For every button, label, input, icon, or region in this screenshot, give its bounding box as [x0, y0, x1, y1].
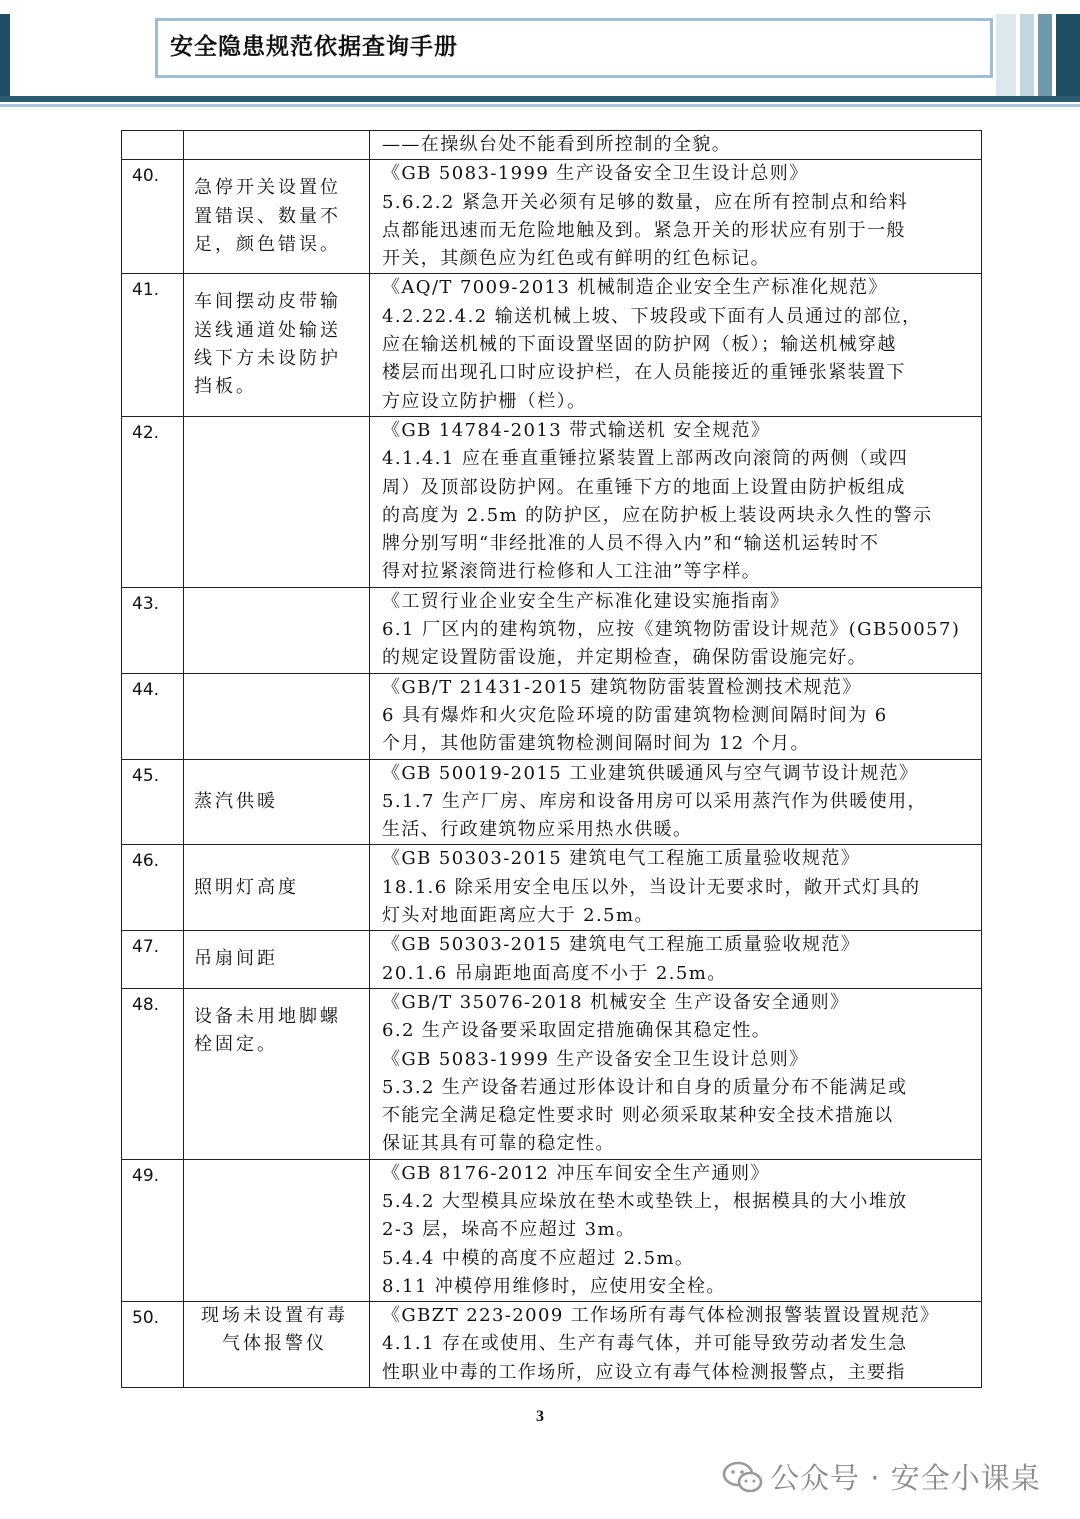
reference-line: 牌分别写明“非经批准的人员不得入内”和“输送机运转时不 — [382, 533, 880, 555]
reference-line: 《GB/T 21431-2015 建筑物防雷装置检测技术规范》 — [382, 676, 862, 698]
reference-line: 4.1.4.1 应在垂直重锤拉紧装置上部两改向滚筒的两侧（或四 — [382, 448, 909, 470]
header-rule-light — [0, 104, 1080, 107]
reference-line: 6.1 厂区内的建构筑物，应按《建筑物防雷设计规范》(GB50057) — [382, 619, 961, 641]
reference-line: 性职业中毒的工作场所，应设立有毒气体检测报警点，主要指 — [382, 1361, 906, 1383]
item-number: 42. — [122, 416, 184, 587]
reference-line: 《GB 14784-2013 带式输送机 安全规范》 — [382, 419, 771, 441]
item-number: 44. — [122, 673, 184, 759]
reference-line: 《GB/T 35076-2018 机械安全 生产设备安全通则》 — [382, 991, 850, 1013]
hazard-description — [184, 274, 370, 416]
watermark-text: 公众号 · 安全小课桌 — [770, 1461, 1041, 1495]
hazard-line: 气体报警仪 — [222, 1333, 327, 1355]
table-row — [122, 416, 982, 587]
reference-line: 6.2 生产设备要采取固定措施确保其稳定性。 — [382, 1020, 772, 1042]
hazard-line: 吊扇间距 — [194, 948, 278, 970]
regulation-table-body — [122, 131, 982, 1388]
reference-line: ——在操纵台处不能看到所控制的全貌。 — [382, 134, 732, 155]
hazard-line: 足，颜色错误。 — [194, 233, 341, 255]
regulation-table — [121, 130, 982, 1388]
table-row — [122, 160, 982, 274]
reference-line: 6 具有爆炸和火灾危险环境的防雷建筑物检测间隔时间为 6 — [382, 704, 888, 726]
item-number: 43. — [122, 587, 184, 673]
hazard-line: 线下方未设防护 — [194, 348, 341, 370]
hazard-description — [184, 845, 370, 931]
reference-line: 5.3.2 生产设备若通过形体设计和自身的质量分布不能满足或 — [382, 1076, 908, 1098]
reference-line: 《AQ/T 7009-2013 机械制造企业安全生产标准化规范》 — [382, 277, 888, 299]
reference-line: 5.4.4 中模的高度不应超过 2.5m。 — [382, 1247, 695, 1269]
table-row — [122, 845, 982, 931]
item-number: 49. — [122, 1159, 184, 1301]
regulation-reference — [370, 274, 982, 416]
reference-line: 4.1.1 存在或使用、生产有毒气体，并可能导致劳动者发生急 — [382, 1333, 908, 1355]
watermark — [722, 1456, 1041, 1497]
regulation-reference — [370, 673, 982, 759]
regulation-reference — [370, 416, 982, 587]
reference-line: 《GB 5083-1999 生产设备安全卫生设计总则》 — [382, 163, 809, 185]
regulation-reference — [370, 988, 982, 1159]
item-number: 46. — [122, 845, 184, 931]
hazard-description — [184, 759, 370, 845]
reference-line: 生活、行政建筑物应采用热水供暖。 — [382, 819, 693, 841]
document-title: 安全隐患规范依据查询手册 — [170, 34, 458, 60]
regulation-reference — [370, 587, 982, 673]
reference-line: 4.2.22.4.2 输送机械上坡、下坡段或下面有人员通过的部位， — [382, 305, 922, 327]
regulation-reference — [370, 931, 982, 989]
table-row — [122, 274, 982, 416]
hazard-line: 送线通道处输送 — [194, 319, 341, 341]
reference-line: 8.11 冲模停用维修时，应使用安全栓。 — [382, 1275, 726, 1297]
table-row — [122, 759, 982, 845]
reference-line: 2-3 层，垛高不应超过 3m。 — [382, 1219, 636, 1241]
regulation-reference — [370, 845, 982, 931]
item-number: 48. — [122, 988, 184, 1159]
hazard-description — [184, 1302, 370, 1388]
reference-line: 《GB 50303-2015 建筑电气工程施工质量验收规范》 — [382, 934, 861, 956]
reference-line: 周）及顶部设防护网。在重锤下方的地面上设置由防护板组成 — [382, 476, 906, 498]
reference-line: 的高度为 2.5m 的防护区，应在防护板上装设两块永久性的警示 — [382, 504, 933, 526]
table-row — [122, 673, 982, 759]
hazard-description — [184, 1159, 370, 1301]
hazard-line: 车间摆动皮带输 — [194, 291, 341, 313]
reference-line: 《GB 5083-1999 生产设备安全卫生设计总则》 — [382, 1048, 809, 1070]
reference-line: 点都能迅速而无危险地触及到。紧急开关的形状应有别于一般 — [382, 219, 906, 241]
reference-line: 《GB 8176-2012 冲压车间安全生产通则》 — [382, 1162, 770, 1184]
header-rule — [0, 96, 1080, 102]
hazard-line: 置错误、数量不 — [194, 205, 341, 227]
reference-line: 《工贸行业企业安全生产标准化建设实施指南》 — [382, 590, 790, 612]
regulation-reference — [370, 131, 982, 160]
reference-line: 应在输送机械的下面设置坚固的防护网（板）；输送机械穿越 — [382, 334, 897, 356]
header-accent-left — [0, 14, 10, 100]
item-number: 40. — [122, 160, 184, 274]
regulation-reference — [370, 1159, 982, 1301]
table-row — [122, 988, 982, 1159]
reference-line: 的规定设置防雷设施，并定期检查，确保防雷设施完好。 — [382, 647, 867, 669]
hazard-line: 照明灯高度 — [194, 876, 299, 898]
regulation-reference — [370, 1302, 982, 1388]
hazard-line: 急停开关设置位 — [194, 177, 341, 199]
reference-line: 5.4.2 大型模具应垛放在垫木或垫铁上，根据模具的大小堆放 — [382, 1190, 908, 1212]
reference-line: 方应设立防护栅（栏）。 — [382, 390, 587, 412]
regulation-reference — [370, 759, 982, 845]
reference-line: 《GB 50019-2015 工业建筑供暖通风与空气调节设计规范》 — [382, 762, 919, 784]
table-row — [122, 587, 982, 673]
reference-line: 5.1.7 生产厂房、库房和设备用房可以采用蒸汽作为供暖使用， — [382, 790, 927, 812]
table-row — [122, 931, 982, 989]
item-number: 47. — [122, 931, 184, 989]
table-row — [122, 1302, 982, 1388]
hazard-description — [184, 131, 370, 160]
hazard-description — [184, 673, 370, 759]
hazard-description — [184, 587, 370, 673]
hazard-description — [184, 931, 370, 989]
header-accent-right — [996, 14, 1080, 100]
regulation-reference — [370, 160, 982, 274]
reference-line: 楼层而出现孔口时应设护栏，在人员能接近的重锤张紧装置下 — [382, 362, 906, 384]
hazard-line: 设备未用地脚螺 — [194, 1005, 341, 1027]
hazard-line: 挡板。 — [194, 376, 257, 398]
reference-line: 《GB 50303-2015 建筑电气工程施工质量验收规范》 — [382, 848, 861, 870]
reference-line: 20.1.6 吊扇距地面高度不小于 2.5m。 — [382, 962, 727, 984]
item-number: 50. — [122, 1302, 184, 1388]
item-number — [122, 131, 184, 160]
wechat-icon — [722, 1460, 764, 1494]
hazard-line: 蒸汽供暖 — [194, 790, 278, 812]
hazard-description — [184, 416, 370, 587]
reference-line: 5.6.2.2 紧急开关必须有足够的数量，应在所有控制点和给料 — [382, 191, 909, 213]
hazard-description — [184, 160, 370, 274]
item-number: 45. — [122, 759, 184, 845]
page-number: 3 — [536, 1408, 544, 1425]
reference-line: 不能完全满足稳定性要求时 则必须采取某种安全技术措施以 — [382, 1105, 894, 1127]
hazard-line: 现场未设置有毒 — [201, 1305, 348, 1327]
hazard-description — [184, 988, 370, 1159]
reference-line: 开关，其颜色应为红色或有鲜明的红色标记。 — [382, 248, 770, 270]
table-row — [122, 1159, 982, 1301]
hazard-line: 栓固定。 — [194, 1034, 278, 1056]
item-number: 41. — [122, 274, 184, 416]
reference-line: 保证其具有可靠的稳定性。 — [382, 1133, 615, 1155]
reference-line: 灯头对地面距离应大于 2.5m。 — [382, 905, 654, 927]
reference-line: 18.1.6 除采用安全电压以外，当设计无要求时，敞开式灯具的 — [382, 876, 921, 898]
reference-line: 《GBZT 223-2009 工作场所有毒气体检测报警装置设置规范》 — [382, 1305, 940, 1327]
reference-line: 得对拉紧滚筒进行检修和人工注油”等字样。 — [382, 561, 762, 583]
table-row — [122, 131, 982, 160]
reference-line: 个月，其他防雷建筑物检测间隔时间为 12 个月。 — [382, 733, 810, 755]
